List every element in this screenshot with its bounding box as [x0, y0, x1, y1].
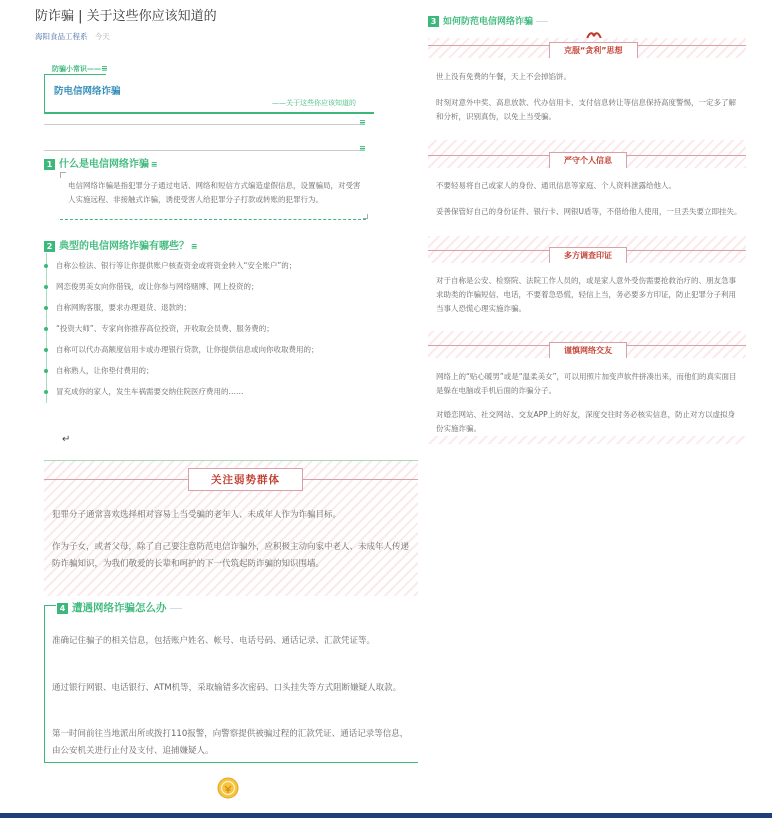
section4-heading — [57, 600, 182, 615]
menu-lines-icon: ≡ — [359, 118, 365, 127]
publish-time: 今天 — [94, 32, 110, 41]
panel-title: 谨慎网络交友 — [549, 342, 627, 359]
divider — [44, 150, 360, 151]
quote-corner-br — [363, 214, 368, 219]
vulnerable-title: 关注弱势群体 — [188, 468, 303, 491]
quote-corner-tl — [60, 172, 66, 178]
page-title: 防诈骗 | 关于这些你应该知道的 — [35, 9, 217, 24]
panel-para: 对于自称是公安、检察院、法院工作人员的，或是家人意外受伤需要抢救治疗的、朋友急事求助类的诈骗短信、电话，不要着急恐慌，轻信上当，务必要多方印证，防止犯罪分子利用当事人恐慌心理实施诈骗。 — [436, 276, 736, 313]
list-item: 冒充成你的家人，发生车祸需要交纳住院医疗费用的…… — [44, 386, 364, 398]
list-item: 自称网购客服，要求办理退货、退款的； — [44, 302, 364, 314]
section3-heading — [428, 14, 548, 27]
list-item: 自称可以代办高额度信用卡或办理银行贷款，让你提供信息或向你收取费用的； — [44, 344, 364, 356]
section4-p2: 通过银行网银、电话银行、ATM机等，采取输错多次密码、口头挂失等方式阻断嫌疑人取款。 — [52, 683, 402, 693]
section1-title: 什么是电信网络诈骗 — [59, 159, 149, 170]
section2-list — [44, 260, 364, 407]
section4-p3: 第一时间前往当地派出所或拨打110报警，向警察提供被骗过程的汇款凭证、通话记录等信息，由公安机关进行止付及支付、追捕嫌疑人。 — [52, 729, 409, 756]
panel-title: 多方调查印证 — [549, 247, 627, 264]
card-bottom-border — [44, 112, 374, 114]
header-heading: 防电信网络诈骗 — [54, 86, 121, 97]
panel-para: 妥善保管好自己的身份证件、银行卡、网银U盾等，不借给他人使用，一旦丢失要立即挂失。 — [436, 207, 742, 216]
header-sub: ——关于这些你应该知道的 — [272, 99, 356, 107]
list-item: 网恋俊男美女向你借钱，或让你参与网络赌博、网上投资的； — [44, 281, 364, 293]
list-item: “投资大师”、专家向你推荐高位投资，开收取会员费、服务费的； — [44, 323, 364, 335]
menu-lines-icon: ≡ — [189, 242, 197, 251]
heading-tail — [536, 21, 548, 22]
ribbon-icon — [586, 26, 602, 38]
article-header — [35, 8, 365, 42]
section3-title: 如何防范电信网络诈骗 — [443, 17, 534, 27]
panel-title: 克服“贪利”思想 — [549, 42, 638, 59]
section1-heading — [44, 155, 157, 170]
menu-lines-icon: ≡ — [149, 160, 157, 169]
list-item: 自称熟人，让你垫付费用的； — [44, 365, 364, 377]
panel-para: 对婚恋网站、社交网站、交友APP上的好友，深度交往时务必核实信息，防止对方以虚拟身份实施诈骗。 — [436, 410, 736, 433]
section4-p1: 准确记住骗子的相关信息，包括账户姓名、帐号、电话号码、通话记录、汇款凭证等。 — [52, 636, 376, 646]
header-card — [44, 62, 374, 127]
coin-icon — [217, 777, 239, 799]
author-link[interactable]: 海阳食品工程系 — [35, 32, 88, 41]
bottom-bar — [0, 813, 772, 818]
menu-lines-icon: ≡ — [101, 64, 107, 73]
section-number: 3 — [428, 16, 439, 27]
kicker-line — [44, 74, 106, 75]
menu-lines-icon: ≡ — [359, 144, 365, 153]
section2-heading — [44, 237, 197, 252]
card-left-border — [44, 74, 45, 112]
divider — [44, 124, 360, 125]
panel-top-border — [44, 460, 418, 461]
panel-para: 时刻对意外中奖、高息放款、代办信用卡、支付信息转让等信息保持高度警惕，一定多了解和分析，识别真伪，以免上当受骗。 — [436, 98, 736, 121]
heading-tick — [44, 605, 56, 606]
panel-title: 严守个人信息 — [549, 152, 627, 169]
section2-title: 典型的电信网络诈骗有哪些？ — [59, 241, 189, 252]
dashed-divider — [60, 219, 366, 220]
vulnerable-panel — [44, 460, 418, 596]
section1-body: 电信网络诈骗是指犯罪分子通过电话、网络和短信方式编造虚假信息，设置骗局，对受害人实施远程、非接触式诈骗，诱使受害人给犯罪分子打款或转账的犯罪行为。 — [68, 181, 361, 204]
vulnerable-p1: 犯罪分子通常喜欢选择相对容易上当受骗的老年人、未成年人作为诈骗目标。 — [52, 510, 342, 520]
heading-tail — [170, 608, 182, 609]
kicker-dash: —— — [87, 65, 101, 73]
section-number: 4 — [57, 603, 68, 614]
panel-para: 网络上的“贴心暖男”或是“温柔美女”，可以用照片加变声软件拼凑出来，而他们的真实面目是躲在电脑或手机后面的诈骗分子。 — [436, 372, 737, 395]
section-number: 1 — [44, 159, 55, 170]
header-kicker: 防骗小常识 — [52, 65, 87, 73]
section4-left-border — [44, 605, 45, 763]
vulnerable-p2: 作为子女，或者父母，除了自己要注意防范电信诈骗外，应积极主动向家中老人、未成年人传递防诈骗知识，为我们敬爱的长辈和呵护的下一代筑起防诈骗的知识围墙。 — [52, 542, 410, 569]
list-item: 自称公检法、银行等让你提供账户核查资金或将资金转入“安全账户”的； — [44, 260, 364, 272]
section4-title: 遭遇网络诈骗怎么办 — [72, 602, 167, 614]
panel-para: 不要轻易将自己或家人的身份、通讯信息等家庭、个人资料泄露给他人。 — [436, 181, 676, 190]
panel-para: 世上没有免费的午餐，天上不会掉馅饼。 — [436, 72, 571, 81]
return-mark: ↵ — [62, 434, 71, 445]
section-number: 2 — [44, 241, 55, 252]
section4-bottom-border — [44, 762, 418, 763]
